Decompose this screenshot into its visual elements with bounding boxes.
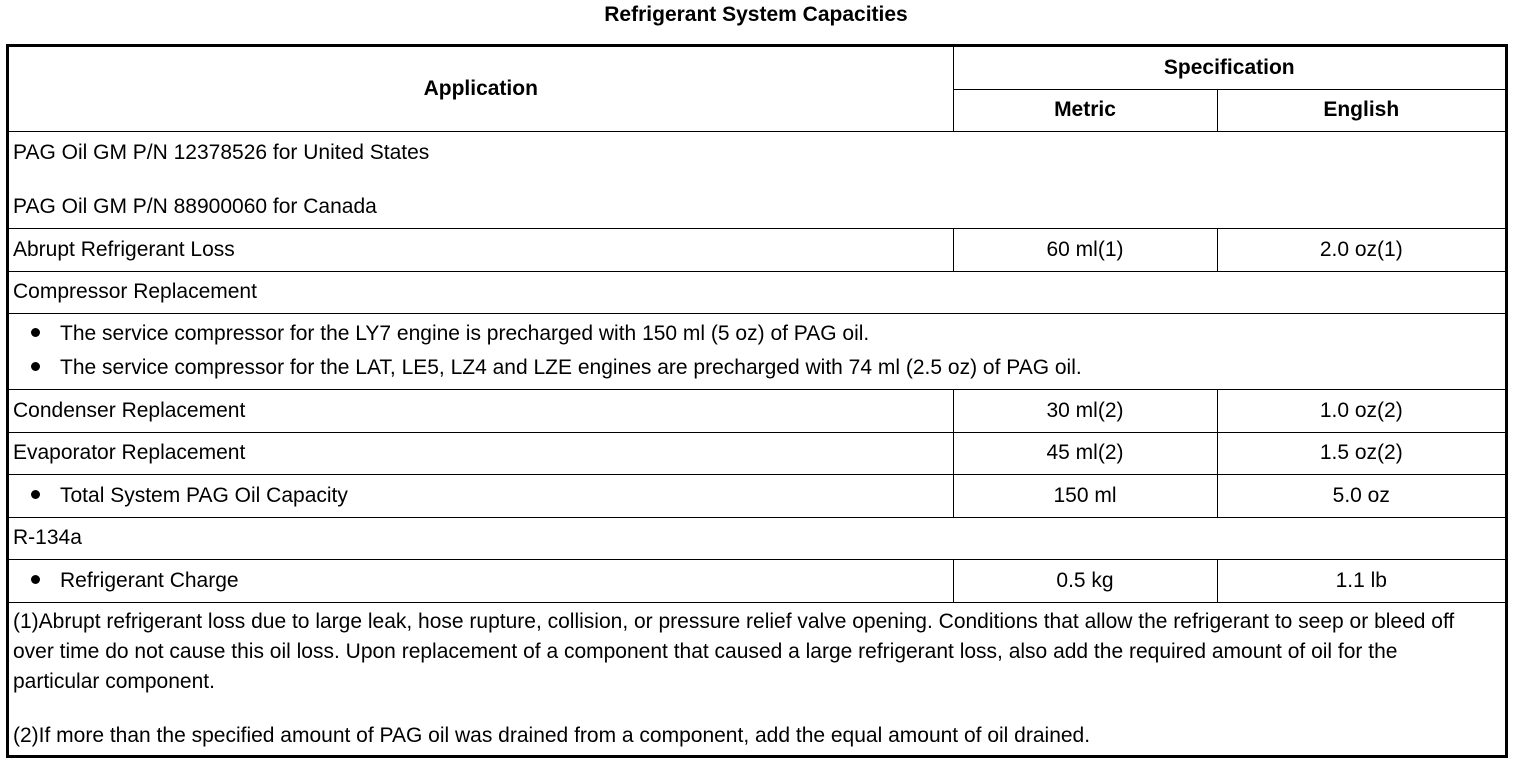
header-row-1 bbox=[9, 47, 1505, 89]
total-oil-label: Total System PAG Oil Capacity bbox=[60, 483, 348, 507]
bullet-icon bbox=[31, 575, 40, 584]
total-oil-metric: 150 ml bbox=[953, 474, 1217, 517]
oil-part-numbers-row bbox=[9, 131, 1505, 228]
application-header: Application bbox=[9, 47, 953, 131]
total-oil-english: 5.0 oz bbox=[1217, 474, 1505, 517]
condenser-label: Condenser Replacement bbox=[9, 389, 953, 432]
bullet-icon bbox=[31, 328, 40, 337]
table-row bbox=[9, 432, 1505, 474]
oil-part-canada: PAG Oil GM P/N 88900060 for Canada bbox=[13, 194, 377, 218]
table-row bbox=[9, 517, 1505, 559]
condenser-english: 1.0 oz(2) bbox=[1217, 389, 1505, 432]
abrupt-loss-english: 2.0 oz(1) bbox=[1217, 228, 1505, 271]
footnotes-row bbox=[9, 602, 1505, 755]
footnote-2: (2)If more than the specified amount of PAG oil was drained from a component, add the equal amount of oil drained. bbox=[13, 723, 1091, 747]
capacities-table bbox=[9, 47, 1505, 755]
evaporator-english: 1.5 oz(2) bbox=[1217, 432, 1505, 474]
metric-header: Metric bbox=[953, 89, 1217, 131]
refrigerant-charge-english: 1.1 lb bbox=[1217, 559, 1505, 602]
bullet-icon bbox=[31, 362, 40, 371]
page-title: Refrigerant System Capacities bbox=[604, 3, 908, 26]
table-row bbox=[9, 228, 1505, 271]
table-row bbox=[9, 271, 1505, 313]
refrigerant-type-label: R-134a bbox=[9, 517, 1505, 559]
refrigerant-charge-metric: 0.5 kg bbox=[953, 559, 1217, 602]
compressor-label: Compressor Replacement bbox=[9, 271, 1505, 313]
refrigerant-charge-label: Refrigerant Charge bbox=[60, 568, 239, 592]
table-row bbox=[9, 559, 1505, 602]
oil-part-us: PAG Oil GM P/N 12378526 for United States bbox=[13, 140, 430, 164]
condenser-metric: 30 ml(2) bbox=[953, 389, 1217, 432]
capacities-table-frame bbox=[6, 44, 1508, 758]
evaporator-label: Evaporator Replacement bbox=[9, 432, 953, 474]
abrupt-loss-label: Abrupt Refrigerant Loss bbox=[9, 228, 953, 271]
list-item: The service compressor for the LAT, LE5, LZ4 and LZE engines are precharged with 74 ml (2.5 oz) of PAG oil. bbox=[13, 351, 1501, 385]
specification-header: Specification bbox=[953, 47, 1505, 89]
bullet-icon bbox=[31, 490, 40, 499]
list-item: The service compressor for the LY7 engine is precharged with 150 ml (5 oz) of PAG oil. bbox=[13, 317, 1501, 351]
evaporator-metric: 45 ml(2) bbox=[953, 432, 1217, 474]
english-header: English bbox=[1217, 89, 1505, 131]
compressor-notes-row bbox=[9, 313, 1505, 389]
table-row bbox=[9, 389, 1505, 432]
footnote-1: (1)Abrupt refrigerant loss due to large leak, hose rupture, collision, or pressure relief valve opening. Conditions that allow the refrigerant to seep or bleed off over time do not cause this oil loss. Upon replacement of a component that caused a large refrigerant loss, also add the required amount of oil for the particular component. bbox=[13, 609, 1455, 693]
table-row bbox=[9, 474, 1505, 517]
abrupt-loss-metric: 60 ml(1) bbox=[953, 228, 1217, 271]
